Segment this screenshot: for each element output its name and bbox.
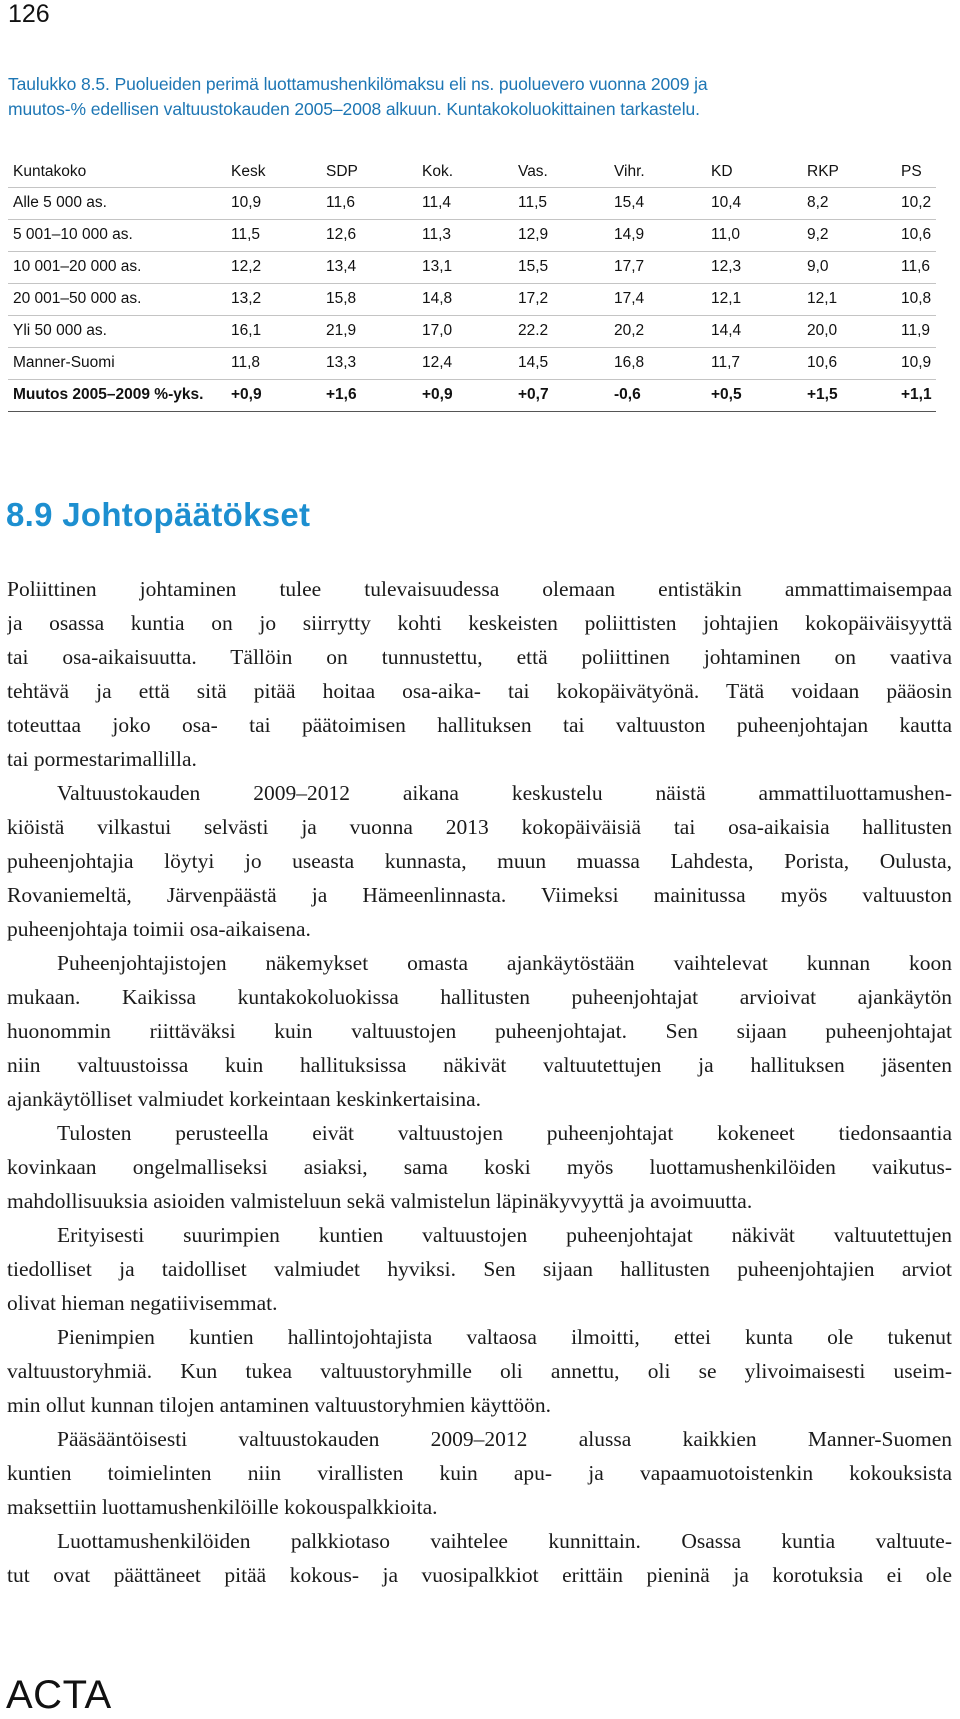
section-heading: 8.9 Johtopäätökset [6, 496, 311, 533]
table-cell: 11,5 [231, 226, 261, 243]
table-cell: 14,4 [711, 322, 742, 339]
table-cell: 15,5 [518, 258, 549, 275]
table-cell: 9,2 [807, 226, 829, 243]
table-cell: 21,9 [326, 322, 357, 339]
table-cell: 11,3 [422, 226, 452, 243]
table-cell: 11,7 [711, 354, 741, 371]
table-row [8, 220, 936, 252]
body-text-line: kiöistä vilkastui selvästi ja vuonna 2013 kokopäiväisiä tai osa-aikaisia hallitusten [7, 815, 952, 839]
table-caption-line-1: Taulukko 8.5. Puolueiden perimä luottamushenkilömaksu eli ns. puoluevero vuonna 2009 ja [8, 74, 708, 94]
table-cell: 14,9 [614, 226, 645, 243]
table-cell: 12,6 [326, 226, 357, 243]
table-cell: 12,9 [518, 226, 549, 243]
table-row-label: 5 001–10 000 as. [13, 226, 133, 243]
table-header-cell: PS [901, 163, 922, 180]
table-row [8, 284, 936, 316]
body-text-line: Luottamushenkilöiden palkkiotaso vaihtelee kunnittain. Osassa kuntia valtuute- [57, 1529, 952, 1553]
body-text [7, 572, 952, 1592]
table-header-cell: SDP [326, 163, 358, 180]
table-row-label: Muutos 2005–2009 %-yks. [13, 386, 204, 403]
table-cell: 12,1 [807, 290, 838, 307]
table-cell: 20,2 [614, 322, 645, 339]
table-cell: 10,6 [901, 226, 932, 243]
body-text-line: Erityisesti suurimpien kuntien valtuustojen puheenjohtajat näkivät valtuutettujen [57, 1223, 952, 1247]
table-cell: 16,8 [614, 354, 645, 371]
body-text-line: kuntien toimielinten niin virallisten kuin apu- ja vapaamuotoistenkin kokouksista [7, 1461, 952, 1485]
body-text-line: valtuustoryhmiä. Kun tukea valtuustoryhmille oli annettu, oli se ylivoimaisesti useim- [7, 1359, 952, 1383]
table-cell: 13,4 [326, 258, 357, 275]
table-header-cell: Kesk [231, 163, 266, 180]
table-header-cell: KD [711, 163, 733, 180]
table-cell: 11,5 [518, 194, 548, 211]
table-cell: +0,9 [231, 386, 262, 403]
table-header-cell: Vihr. [614, 163, 645, 180]
table-cell: 13,3 [326, 354, 357, 371]
table-cell: 10,2 [901, 194, 932, 211]
body-text-line: min ollut kunnan tilojen antaminen valtuustoryhmien käyttöön. [7, 1393, 551, 1417]
table-caption-line-2: muutos-% edellisen valtuustokauden 2005–2008 alkuun. Kuntakokoluokittainen tarkastelu. [8, 99, 700, 119]
body-text-line: olivat hieman negatiivisemmat. [7, 1291, 278, 1315]
table-cell: 14,5 [518, 354, 549, 371]
table-cell: +0,7 [518, 386, 549, 403]
table-header-cell: Kok. [422, 163, 454, 180]
table-cell: 11,6 [326, 194, 356, 211]
table-cell: 12,1 [711, 290, 742, 307]
body-text-line: mukaan. Kaikissa kuntakokoluokissa hallitusten puheenjohtajat arvioivat ajankäytön [7, 985, 952, 1009]
body-text-line: tai pormestarimallilla. [7, 747, 197, 771]
body-text-line: Puheenjohtajistojen näkemykset omasta ajankäytöstään vaihtelevat kunnan koon [57, 951, 952, 975]
table-row [8, 252, 936, 284]
body-text-line: ajankäytölliset valmiudet korkeintaan keskinkertaisina. [7, 1087, 482, 1111]
table-caption [8, 72, 948, 122]
body-text-line: Valtuustokauden 2009–2012 aikana keskustelu näistä ammattiluottamushen- [57, 781, 952, 805]
body-text-line: kovinkaan ongelmalliseksi asiaksi, sama koski myös luottamushenkilöiden vaikutus- [7, 1155, 952, 1179]
table-row [8, 316, 936, 348]
body-text-line: huonommin riittäväksi kuin valtuustojen puheenjohtajat. Sen sijaan puheenjohtajat [7, 1019, 952, 1043]
table-header-cell: RKP [807, 163, 839, 180]
footer-label: ACTA [6, 1673, 112, 1717]
table-cell: 10,4 [711, 194, 742, 211]
table-cell: 15,4 [614, 194, 645, 211]
table-row [8, 348, 936, 380]
party-fee-table [8, 156, 936, 412]
table-cell: 16,1 [231, 322, 262, 339]
page-number: 126 [8, 0, 50, 28]
body-text-line: Rovaniemeltä, Järvenpäästä ja Hämeenlinnasta. Viimeksi mainitussa myös valtuuston [7, 883, 952, 907]
body-text-line: tiedolliset ja taidolliset valmiudet hyviksi. Sen sijaan hallitusten puheenjohtajien arviot [7, 1257, 952, 1281]
body-text-line: tehtävä ja että sitä pitää hoitaa osa-aika- tai kokopäivätyönä. Tätä voidaan pääosin [7, 679, 952, 703]
body-text-line: tut ovat päättäneet pitää kokous- ja vuosipalkkiot erittäin pieninä ja korotuksia ei ole [7, 1563, 952, 1587]
table-row-label: Alle 5 000 as. [13, 194, 107, 211]
table-cell: 17,4 [614, 290, 645, 307]
body-text-line: Tulosten perusteella eivät valtuustojen puheenjohtajat kokeneet tiedonsaantia [57, 1121, 952, 1145]
body-text-line: tai osa-aikaisuutta. Tällöin on tunnustettu, että poliittinen johtaminen on vaativa [7, 645, 952, 669]
body-text-line: ja osassa kuntia on jo siirrytty kohti keskeisten poliittisten johtajien kokopäiväisyyttä [7, 611, 952, 635]
table-cell: +1,5 [807, 386, 838, 403]
table-cell: 13,2 [231, 290, 262, 307]
table-row-label: Manner-Suomi [13, 354, 115, 371]
table-header-row [8, 156, 936, 188]
table-cell: +1,1 [901, 386, 932, 403]
table-row-label: 10 001–20 000 as. [13, 258, 142, 275]
table-cell: 10,8 [901, 290, 932, 307]
table-cell: 8,2 [807, 194, 829, 211]
table-cell: 11,4 [422, 194, 452, 211]
table-cell: 13,1 [422, 258, 453, 275]
body-text-line: puheenjohtajia löytyi jo useasta kunnasta, muun muassa Lahdesta, Porista, Oulusta, [7, 849, 952, 873]
body-text-line: puheenjohtaja toimii osa-aikaisena. [7, 917, 311, 941]
body-text-line: maksettiin luottamushenkilöille kokouspalkkioita. [7, 1495, 438, 1519]
table-cell: 11,8 [231, 354, 261, 371]
table-cell: +0,5 [711, 386, 742, 403]
body-text-line: Pienimpien kuntien hallintojohtajista valtaosa ilmoitti, ettei kunta ole tukenut [57, 1325, 952, 1349]
table-cell: +0,9 [422, 386, 453, 403]
table-cell: 12,4 [422, 354, 453, 371]
table-cell: 11,9 [901, 322, 931, 339]
table-cell: 15,8 [326, 290, 357, 307]
table-cell: 14,8 [422, 290, 453, 307]
table-row-label: 20 001–50 000 as. [13, 290, 142, 307]
body-text-line: toteuttaa joko osa- tai päätoimisen hallituksen tai valtuuston puheenjohtajan kautta [7, 713, 952, 737]
table-row [8, 380, 936, 412]
table-cell: 10,9 [231, 194, 262, 211]
body-text-line: niin valtuustoissa kuin hallituksissa näkivät valtuutettujen ja hallituksen jäsenten [7, 1053, 952, 1077]
table-cell: 11,6 [901, 258, 931, 275]
table-cell: 17,0 [422, 322, 453, 339]
table-body [8, 188, 936, 412]
table-cell: +1,6 [326, 386, 357, 403]
table-header-cell: Kuntakoko [13, 163, 87, 180]
table-cell: 9,0 [807, 258, 829, 275]
body-text-line: Pääsääntöisesti valtuustokauden 2009–2012 alussa kaikkien Manner-Suomen [57, 1427, 952, 1451]
table-cell: 12,2 [231, 258, 262, 275]
table-cell: 11,0 [711, 226, 741, 243]
table-cell: 22.2 [518, 322, 549, 339]
table-cell: 10,6 [807, 354, 838, 371]
table-cell: -0,6 [614, 386, 641, 403]
table-row-label: Yli 50 000 as. [13, 322, 107, 339]
table-cell: 20,0 [807, 322, 838, 339]
body-text-line: Poliittinen johtaminen tulee tulevaisuudessa olemaan entistäkin ammattimaisempaa [7, 577, 952, 601]
table-row [8, 188, 936, 220]
table-cell: 10,9 [901, 354, 932, 371]
table-cell: 17,7 [614, 258, 645, 275]
body-text-line: mahdollisuuksia asioiden valmisteluun sekä valmistelun läpinäkyvyyttä ja avoimuutta. [7, 1189, 753, 1213]
table-cell: 17,2 [518, 290, 549, 307]
table-cell: 12,3 [711, 258, 742, 275]
table-header-cell: Vas. [518, 163, 548, 180]
